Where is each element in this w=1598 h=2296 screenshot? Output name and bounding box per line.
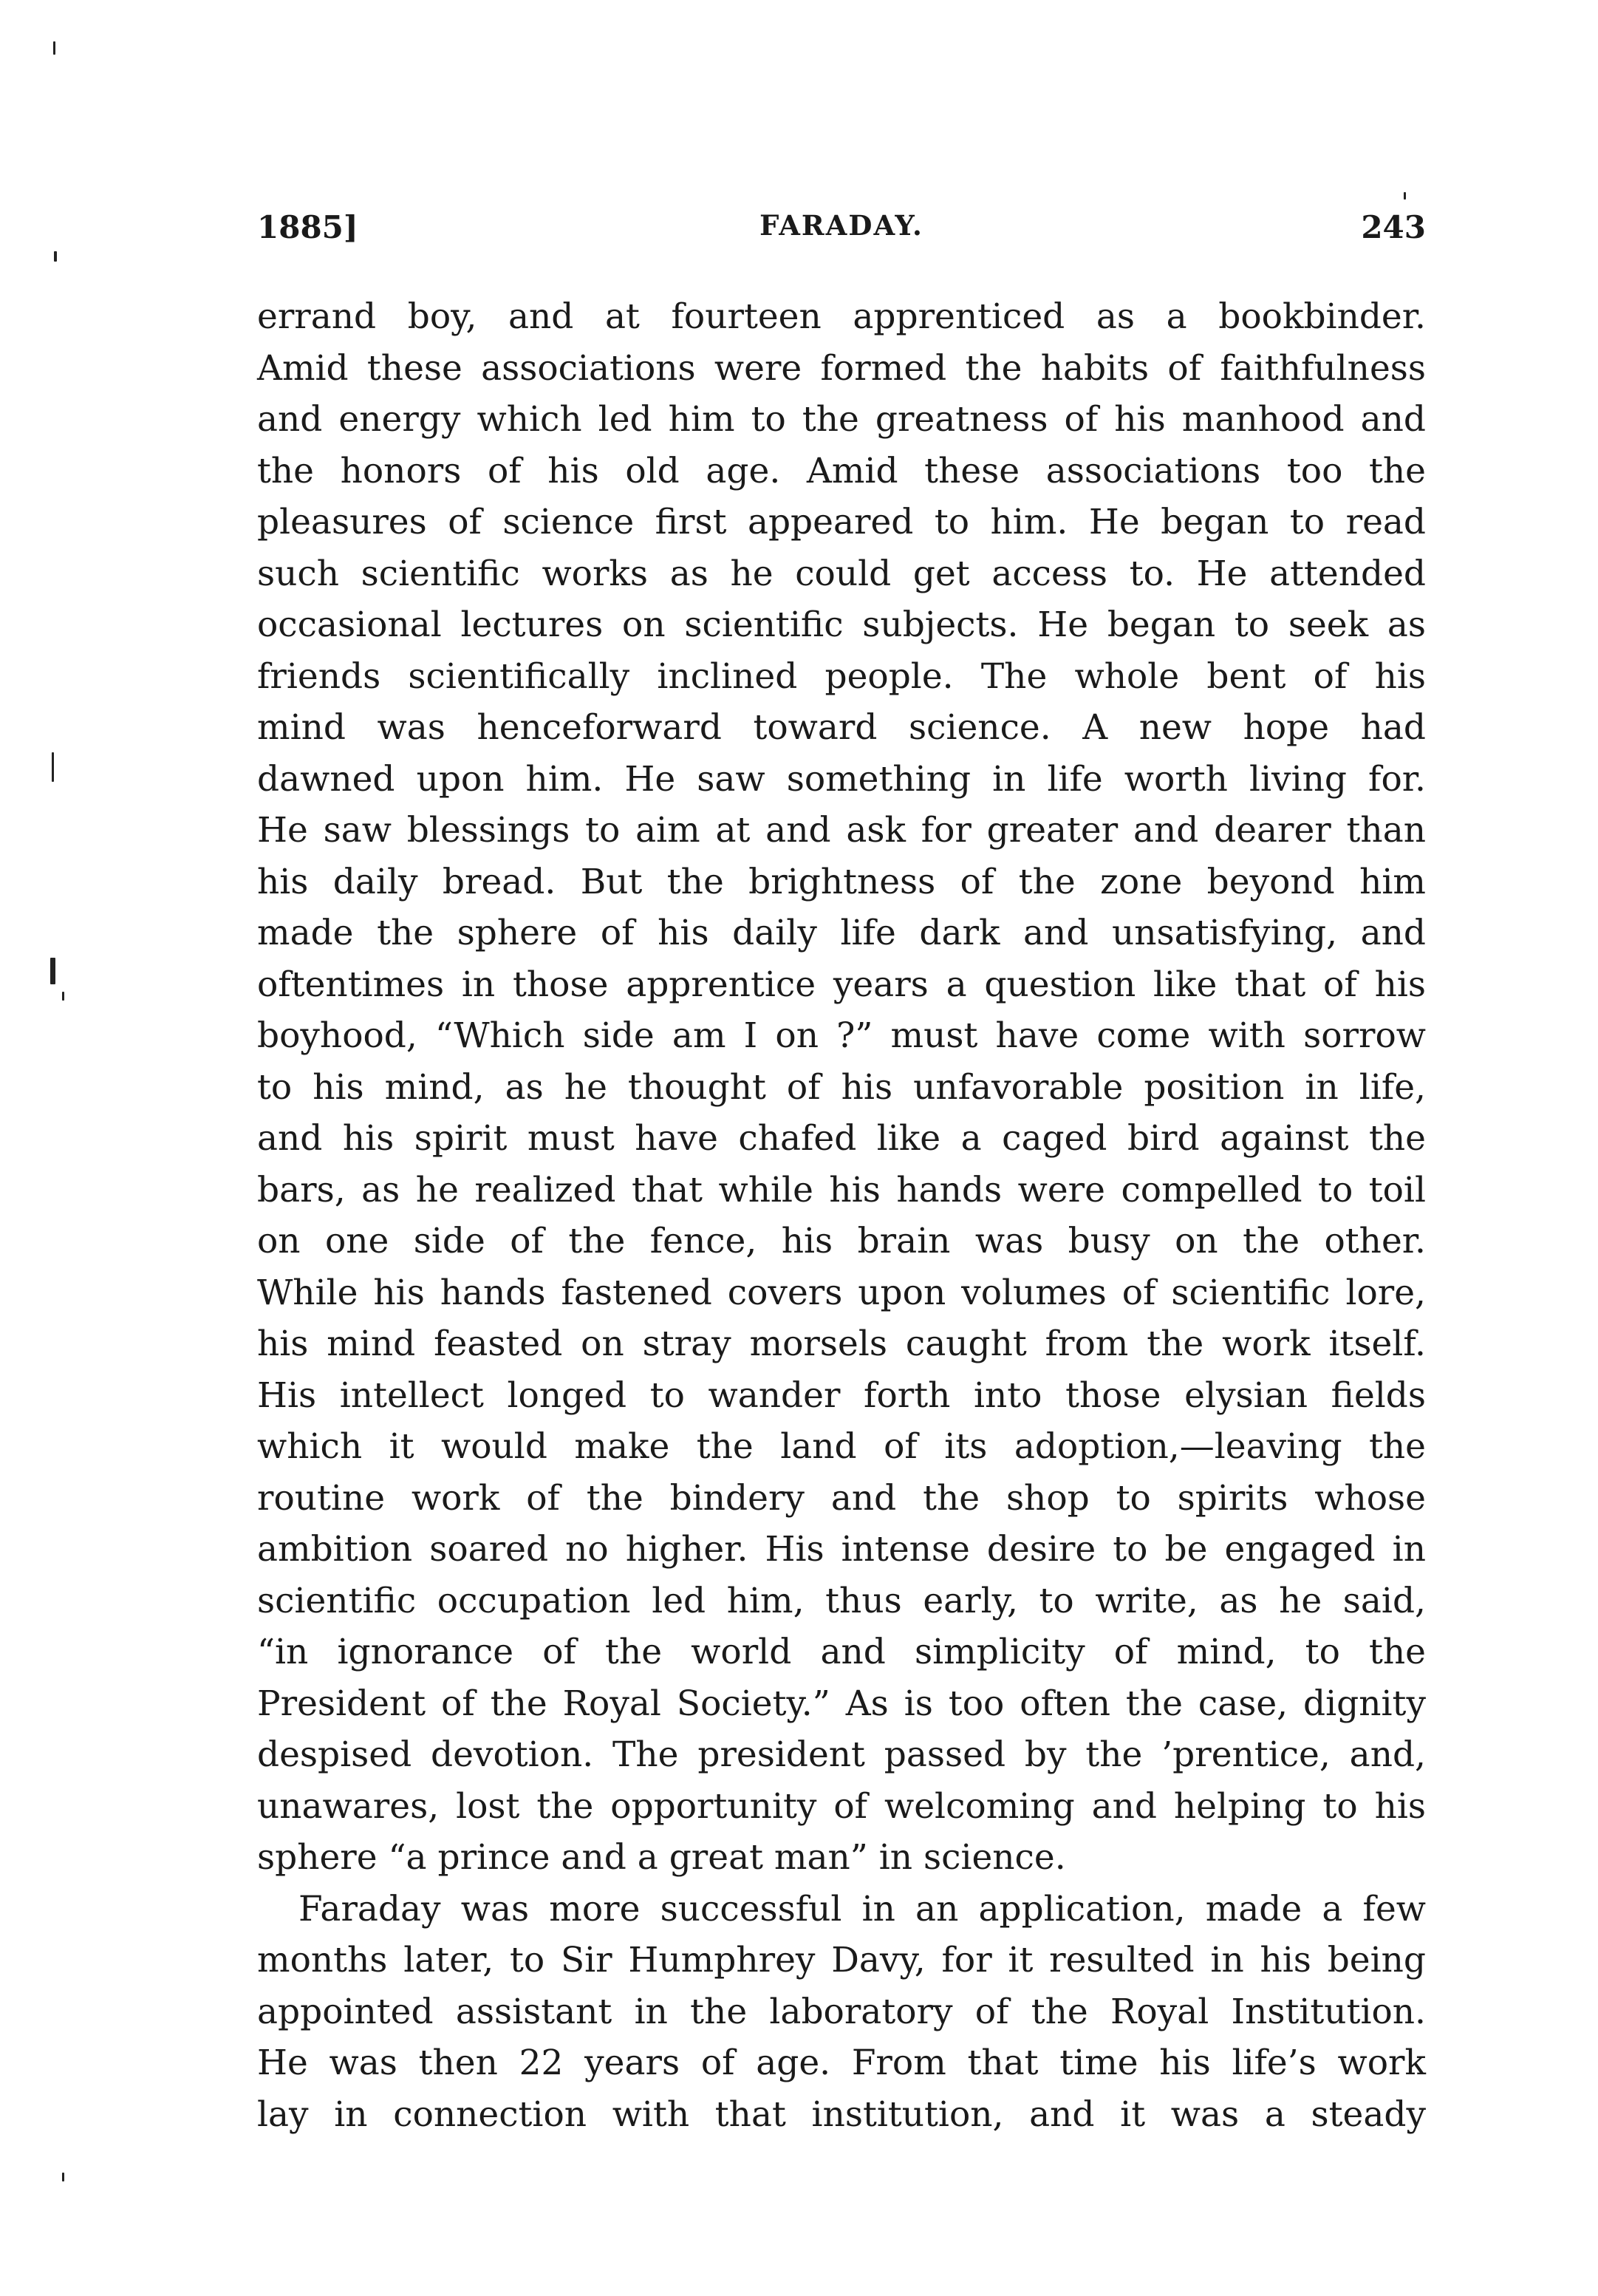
- text-line: his daily bread. But the brightness of the zone beyond him: [257, 861, 1426, 902]
- text-line: his mind feasted on stray morsels caught from the work itself.: [257, 1324, 1426, 1364]
- body-text: [257, 291, 1426, 2140]
- page-number: 243: [1361, 209, 1426, 245]
- text-line: made the sphere of his daily life dark and unsatisfying, and: [257, 913, 1426, 953]
- text-line: “in ignorance of the world and simplicity of mind, to the: [257, 1632, 1426, 1672]
- header-title: FARADAY.: [759, 209, 923, 242]
- text-line: appointed assistant in the laboratory of the Royal Institution.: [257, 1991, 1426, 2032]
- header-year: 1885]: [257, 209, 358, 245]
- scan-mark: [52, 752, 54, 782]
- text-line: Faraday was more successful in an application, made a few: [298, 1888, 1426, 1929]
- text-line: He was then 22 years of age. From that time his life’s work: [257, 2043, 1426, 2083]
- text-line: routine work of the bindery and the shop to spirits whose: [257, 1477, 1426, 1519]
- text-line: which it would make the land of its adoption,—leaving the: [257, 1426, 1426, 1467]
- text-line: lay in connection with that institution, and it was a steady: [257, 2094, 1426, 2135]
- text-line: such scientific works as he could get access to. He attended: [257, 553, 1426, 594]
- text-line: President of the Royal Society.” As is too often the case, dignity: [257, 1683, 1426, 1724]
- text-line: boyhood, “Which side am I on ?” must have come with sorrow: [257, 1015, 1426, 1056]
- text-line: oftentimes in those apprentice years a question like that of his: [257, 964, 1426, 1005]
- text-line: friends scientifically inclined people. The whole bent of his: [257, 655, 1426, 697]
- text-line: the honors of his old age. Amid these associations too the: [257, 450, 1426, 491]
- scan-mark: [62, 992, 64, 1001]
- text-line: occasional lectures on scientific subjects. He began to seek as: [257, 604, 1426, 645]
- scan-mark: [62, 2173, 64, 2181]
- text-line: and energy which led him to the greatness of his manhood and: [257, 399, 1426, 440]
- scan-mark: [50, 958, 55, 984]
- text-line: on one side of the fence, his brain was busy on the other.: [257, 1221, 1426, 1261]
- text-line: pleasures of science first appeared to him. He began to read: [257, 502, 1426, 542]
- text-line: ambition soared no higher. His intense desire to be engaged in: [257, 1529, 1426, 1570]
- text-line: despised devotion. The president passed by the ’prentice, and,: [257, 1734, 1426, 1775]
- text-line: bars, as he realized that while his hands were compelled to toil: [257, 1169, 1426, 1210]
- running-header: [257, 209, 1426, 253]
- text-line: His intellect longed to wander forth into those elysian fields: [257, 1374, 1426, 1416]
- scan-mark: [54, 251, 57, 262]
- text-line: errand boy, and at fourteen apprenticed as a bookbinder.: [257, 296, 1426, 337]
- text-line: Amid these associations were formed the habits of faithfulness: [257, 347, 1426, 389]
- text-line: unawares, lost the opportunity of welcoming and helping to his: [257, 1785, 1426, 1827]
- text-line: months later, to Sir Humphrey Davy, for it resulted in his being: [257, 1940, 1426, 1980]
- scan-mark: [53, 41, 55, 55]
- text-line: to his mind, as he thought of his unfavorable position in life,: [257, 1066, 1426, 1108]
- text-line: dawned upon him. He saw something in life worth living for.: [257, 758, 1426, 800]
- text-line: and his spirit must have chafed like a caged bird against the: [257, 1118, 1426, 1159]
- text-line: He saw blessings to aim at and ask for greater and dearer than: [257, 810, 1426, 851]
- text-line: While his hands fastened covers upon volumes of scientific lore,: [257, 1272, 1426, 1313]
- text-line: sphere “a prince and a great man” in science.: [257, 1837, 1066, 1878]
- text-line: mind was henceforward toward science. A new hope had: [257, 707, 1426, 748]
- text-line: scientific occupation led him, thus early, to write, as he said,: [257, 1580, 1426, 1621]
- scan-mark: [1404, 192, 1406, 200]
